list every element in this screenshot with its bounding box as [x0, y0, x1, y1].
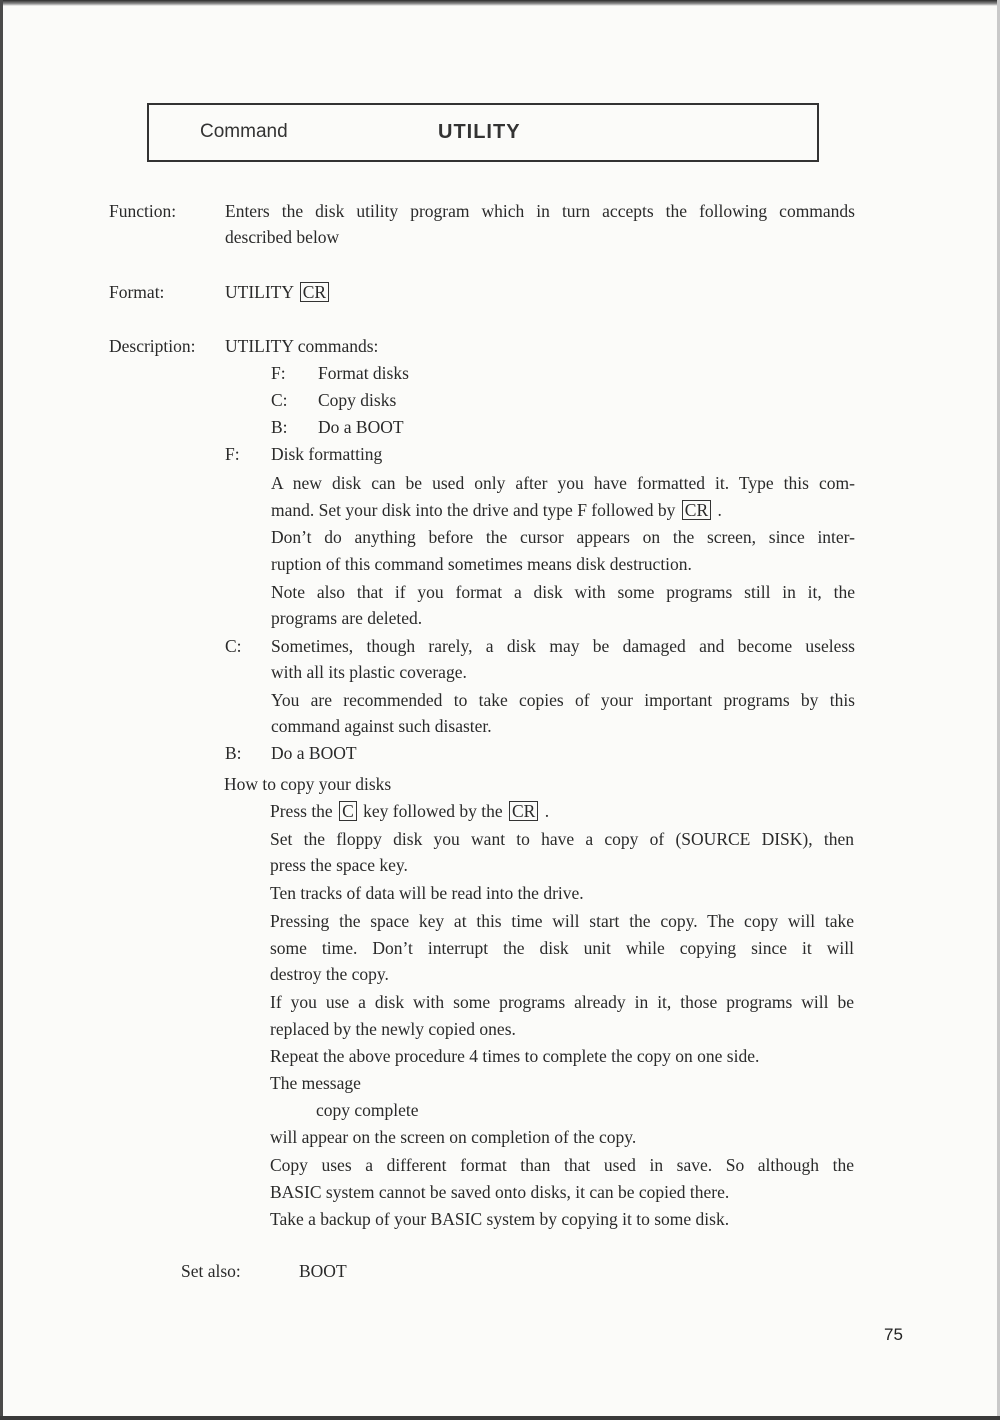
howto-line13: Copy uses a different format than that used in save. So although the: [270, 1155, 854, 1175]
howto-line5: some time. Don’t interrupt the disk unit while copying since it will: [270, 938, 854, 958]
scan-edge-bottom: [0, 1416, 1000, 1420]
howto-line12: will appear on the screen on completion of the copy.: [270, 1127, 637, 1147]
description-label: Description:: [109, 336, 196, 356]
command-list-text-b: Do a BOOT: [318, 417, 404, 437]
command-name: UTILITY: [438, 121, 521, 143]
function-text-line2: described below: [225, 227, 340, 247]
scan-edge-left: [0, 0, 3, 1420]
howto-press-line: [270, 800, 549, 822]
section-f-line2-end: .: [717, 500, 722, 520]
howto-message: copy complete: [316, 1100, 419, 1120]
howto-press-text-a: Press the: [270, 801, 333, 821]
section-c-line3: You are recommended to take copies of your important programs by this: [271, 690, 855, 710]
howto-line7: If you use a disk with some programs already in it, those programs will be: [270, 992, 854, 1012]
format-label: Format:: [109, 282, 165, 302]
section-f-line2-text: mand. Set your disk into the drive and type F followed by: [271, 500, 676, 520]
cr-key: CR: [682, 500, 711, 520]
howto-line15: Take a backup of your BASIC system by copying it to some disk.: [270, 1209, 730, 1229]
section-f-line5: Note also that if you format a disk with some programs still in it, the: [271, 582, 855, 602]
section-f-line1: A new disk can be used only after you have formatted it. Type this com-: [271, 473, 855, 493]
section-f-line3: Don’t do anything before the cursor appears on the screen, since inter-: [271, 527, 855, 547]
command-list-key-b: B:: [271, 417, 288, 437]
c-key: C: [339, 801, 357, 821]
section-c-line4: command against such disaster.: [271, 716, 492, 736]
section-c-line2: with all its plastic coverage.: [271, 662, 467, 682]
command-list-text-c: Copy disks: [318, 390, 397, 410]
section-f-line4: ruption of this command sometimes means disk destruction.: [271, 554, 692, 574]
howto-line2: press the space key.: [270, 855, 408, 875]
howto-line9: Repeat the above procedure 4 times to complete the copy on one side.: [270, 1046, 760, 1066]
cr-key: CR: [300, 282, 329, 302]
howto-press-end: .: [544, 801, 550, 821]
howto-line8: replaced by the newly copied ones.: [270, 1019, 516, 1039]
format-command: UTILITY: [225, 282, 294, 302]
section-b-key: B:: [225, 743, 242, 763]
section-c-line1: Sometimes, though rarely, a disk may be damaged and become useless: [271, 636, 855, 656]
howto-press-text-b: key followed by the: [363, 801, 503, 821]
command-list-text-f: Format disks: [318, 363, 409, 383]
see-also-link: BOOT: [299, 1261, 347, 1281]
howto-title: How to copy your disks: [224, 774, 392, 794]
section-f-key: F:: [225, 444, 240, 464]
section-f-line6: programs are deleted.: [271, 608, 423, 628]
function-text-line1: Enters the disk utility program which in turn accepts the following commands: [225, 201, 855, 221]
page-number: 75: [884, 1325, 903, 1344]
command-label: Command: [200, 121, 288, 142]
command-list-key-f: F:: [271, 363, 286, 383]
description-intro: UTILITY commands:: [225, 336, 379, 356]
command-list-key-c: C:: [271, 390, 288, 410]
howto-line14: BASIC system cannot be saved onto disks, it can be copied there.: [270, 1182, 730, 1202]
section-b-text: Do a BOOT: [271, 743, 357, 763]
howto-line4: Pressing the space key at this time will start the copy. The copy will take: [270, 911, 854, 931]
scan-edge-top: [0, 0, 1000, 6]
section-c-key: C:: [225, 636, 242, 656]
howto-line3: Ten tracks of data will be read into the drive.: [270, 883, 584, 903]
format-syntax: [225, 281, 331, 303]
howto-line10: The message: [270, 1073, 361, 1093]
howto-line1: Set the floppy disk you want to have a copy of (SOURCE DISK), then: [270, 829, 854, 849]
howto-line6: destroy the copy.: [270, 964, 389, 984]
cr-key: CR: [509, 801, 538, 821]
section-f-title: Disk formatting: [271, 444, 383, 464]
function-label: Function:: [109, 201, 177, 221]
section-f-line2: [271, 499, 722, 521]
see-also-label: Set also:: [181, 1261, 241, 1281]
